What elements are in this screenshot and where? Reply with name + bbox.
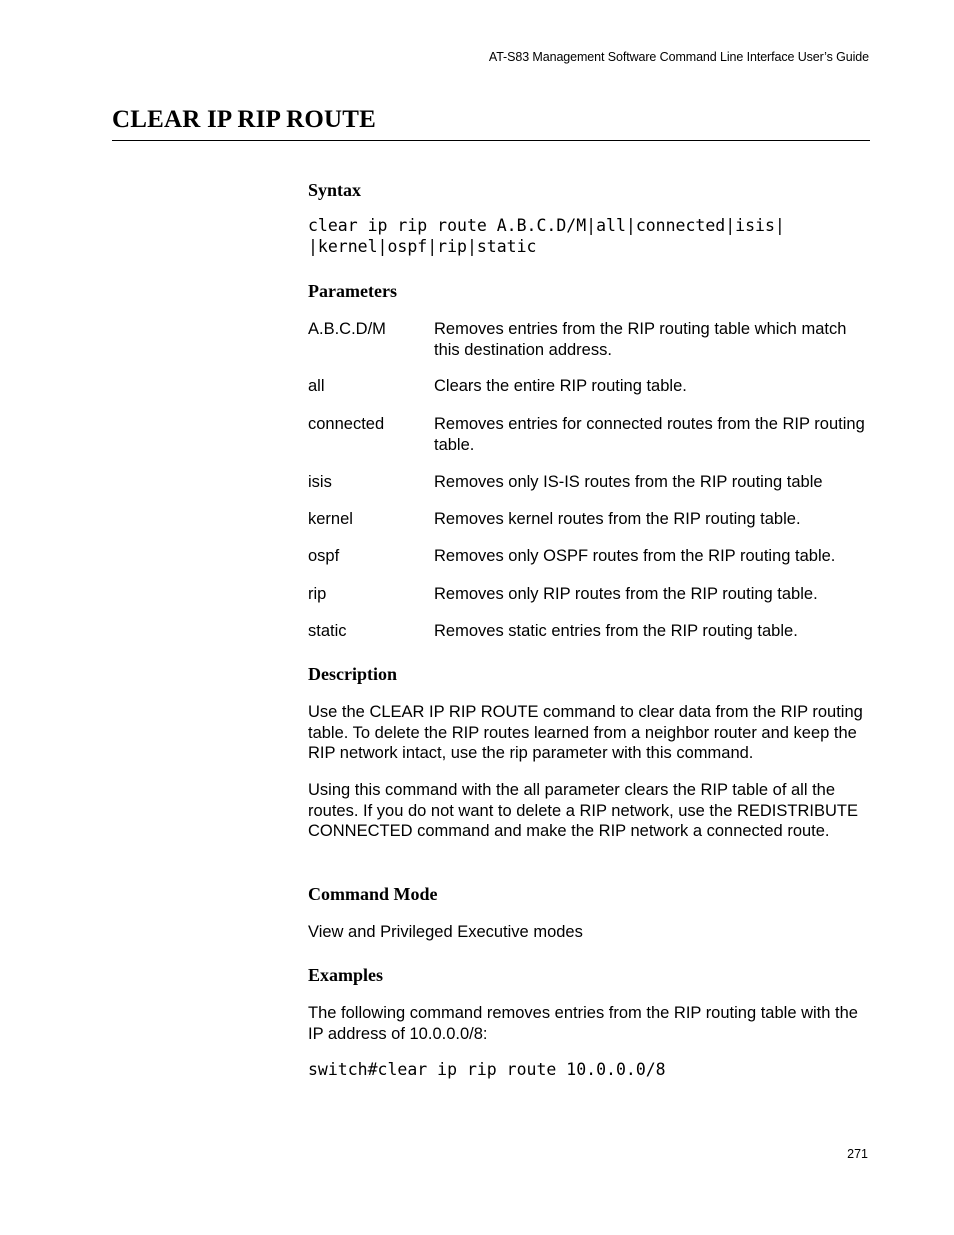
parameters-heading: Parameters	[308, 281, 397, 301]
parameter-description: Removes only OSPF routes from the RIP routing table.	[434, 547, 836, 565]
parameter-description: Removes only IS-IS routes from the RIP routing table	[434, 473, 823, 491]
command-mode-heading: Command Mode	[308, 884, 438, 904]
examples-intro: The following command removes entries from the RIP routing table with the IP address of 10.0.0.0/8:	[308, 1004, 858, 1043]
parameter-name: isis	[308, 473, 332, 491]
page-number: 271	[847, 1147, 868, 1161]
parameter-name: A.B.C.D/M	[308, 320, 386, 338]
parameter-name: connected	[308, 415, 385, 433]
syntax-line-1: clear ip rip route A.B.C.D/M|all|connected|isis|	[308, 216, 785, 235]
parameter-name: rip	[308, 585, 327, 603]
example-command: switch#clear ip rip route 10.0.0.0/8	[308, 1060, 666, 1079]
running-header: AT-S83 Management Software Command Line Interface User’s Guide	[488, 50, 869, 64]
parameter-description: Clears the entire RIP routing table.	[434, 377, 687, 395]
parameter-description: Removes static entries from the RIP routing table.	[434, 622, 798, 640]
description-paragraph: Use the CLEAR IP RIP ROUTE command to clear data from the RIP routing table. To delete the RIP routes learned from a neighbor router and keep the RIP network intact, use the rip parameter with this command.	[308, 703, 863, 762]
examples-heading: Examples	[308, 965, 384, 985]
parameter-description: Removes entries from the RIP routing table which match this destination address.	[434, 320, 847, 359]
parameter-name: kernel	[308, 510, 353, 528]
parameter-name: ospf	[308, 547, 340, 565]
parameter-description: Removes entries for connected routes from the RIP routing table.	[434, 415, 865, 454]
syntax-line-2: |kernel|ospf|rip|static	[308, 237, 537, 256]
page-title: CLEAR IP RIP ROUTE	[112, 106, 377, 133]
syntax-heading: Syntax	[308, 180, 362, 200]
parameter-description: Removes kernel routes from the RIP routing table.	[434, 510, 801, 528]
description-heading: Description	[308, 664, 397, 684]
description-paragraph: Using this command with the all parameter clears the RIP table of all the routes. If you do not want to delete a RIP network, use the REDISTRIBUTE CONNECTED command and make the RIP network a connected route.	[308, 781, 858, 840]
parameter-name: all	[308, 377, 325, 395]
parameter-description: Removes only RIP routes from the RIP routing table.	[434, 585, 818, 603]
title-divider	[112, 140, 870, 141]
command-mode-text: View and Privileged Executive modes	[308, 923, 583, 941]
parameter-name: static	[308, 622, 347, 640]
